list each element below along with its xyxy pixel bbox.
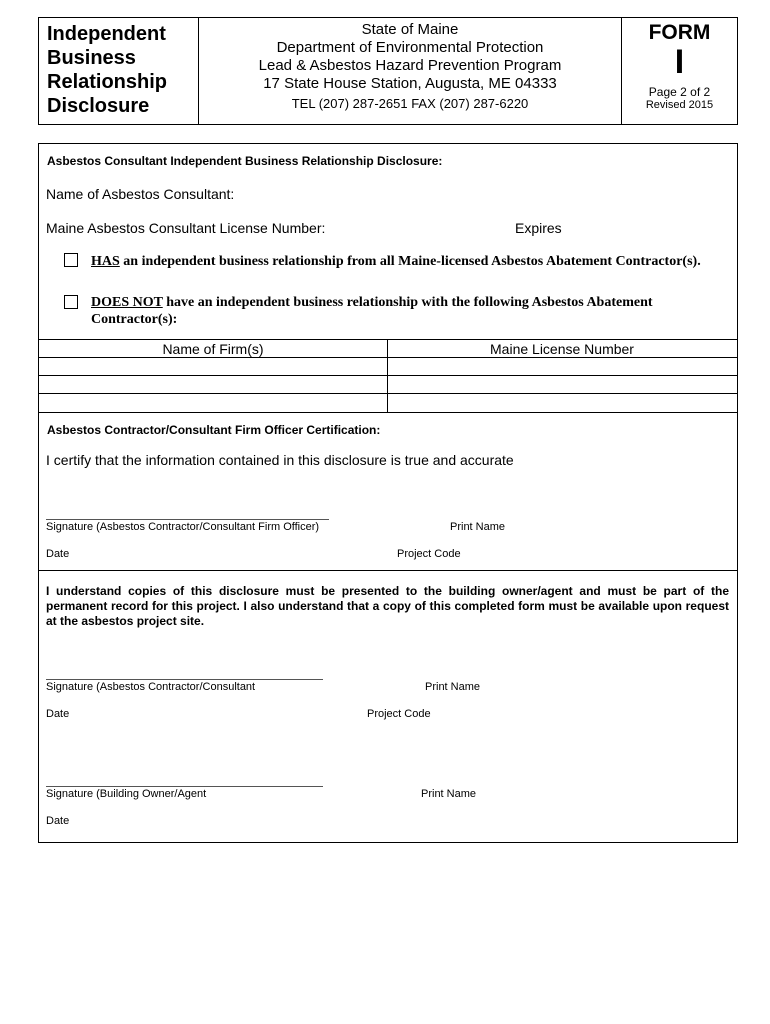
- owner-date-label: Date: [46, 815, 70, 827]
- owner-signature-label: Signature (Building Owner/Agent: [46, 788, 207, 800]
- firm-name-cell[interactable]: [39, 376, 387, 393]
- form-title-line: Relationship: [47, 71, 168, 93]
- does-not-keyword: DOES NOT: [91, 295, 163, 310]
- certification-statement: I certify that the information contained in this disclosure is true and accurate: [46, 452, 514, 468]
- column-header-firm-name: Name of Firm(s): [162, 341, 264, 357]
- revision-date: Revised 2015: [645, 99, 714, 111]
- has-relationship-checkbox[interactable]: [64, 253, 78, 267]
- consultant-print-name-label: Print Name: [425, 681, 481, 693]
- does-not-relationship-text-cont: Contractor(s):: [91, 312, 178, 327]
- table-bottom-rule: [39, 412, 737, 413]
- column-header-license-number: Maine License Number: [490, 341, 634, 357]
- does-not-relationship-text: have an independent business relationship with the following Asbestos Abatement: [162, 295, 653, 310]
- consultant-name-label: Name of Asbestos Consultant:: [46, 186, 235, 202]
- section-divider: [39, 570, 737, 571]
- officer-signature-line[interactable]: [46, 519, 329, 520]
- form-label: FORM: [648, 21, 711, 44]
- form-title-block: [39, 18, 199, 124]
- consultant-date-label: Date: [46, 708, 70, 720]
- license-number-label: Maine Asbestos Consultant License Number:: [46, 220, 326, 236]
- license-number-cell[interactable]: [388, 394, 737, 412]
- license-number-cell[interactable]: [388, 376, 737, 393]
- does-not-relationship-option: [91, 295, 653, 311]
- agency-state: State of Maine: [361, 21, 459, 38]
- form-title-line: Business: [47, 47, 136, 69]
- certification-heading: Asbestos Contractor/Consultant Firm Officer Certification:: [47, 423, 381, 437]
- agency-block: [199, 18, 621, 112]
- firm-name-cell[interactable]: [39, 358, 387, 375]
- form-id-block: [621, 18, 737, 124]
- officer-print-name-label: Print Name: [450, 521, 506, 533]
- page-number: Page 2 of 2: [648, 85, 711, 99]
- table-top-rule: [39, 339, 737, 340]
- form-letter: I: [674, 43, 685, 81]
- form-title-line: Independent: [47, 23, 166, 45]
- has-relationship-text: an independent business relationship from all Maine-licensed Asbestos Abatement Contractor(s).: [119, 254, 701, 269]
- disclosure-form: [38, 143, 738, 843]
- consultant-signature-label: Signature (Asbestos Contractor/Consultant: [46, 681, 256, 693]
- officer-signature-label: Signature (Asbestos Contractor/Consultant Firm Officer): [46, 521, 320, 533]
- agency-program: Lead & Asbestos Hazard Prevention Program: [258, 57, 562, 74]
- does-not-relationship-checkbox[interactable]: [64, 295, 78, 309]
- agency-address: 17 State House Station, Augusta, ME 04333: [263, 75, 557, 92]
- consultant-project-code-label: Project Code: [367, 708, 431, 720]
- has-relationship-option: [91, 254, 701, 270]
- license-number-cell[interactable]: [388, 358, 737, 375]
- has-keyword: HAS: [91, 254, 120, 269]
- agency-phone-fax: TEL (207) 287-2651 FAX (207) 287-6220: [291, 96, 529, 111]
- disclosure-heading: Asbestos Consultant Independent Business Relationship Disclosure:: [47, 154, 443, 168]
- form-title-line: Disclosure: [47, 95, 150, 117]
- form-header: [38, 17, 738, 125]
- consultant-signature-line[interactable]: [46, 679, 323, 680]
- officer-date-label: Date: [46, 548, 70, 560]
- owner-print-name-label: Print Name: [421, 788, 477, 800]
- agency-department: Department of Environmental Protection: [276, 39, 544, 56]
- owner-signature-line[interactable]: [46, 786, 323, 787]
- acknowledgement-statement: I understand copies of this disclosure must be presented to the building owner/agent and must be part of the permanent record for this project. I also understand that a copy of this completed form must be available upon request at the asbestos project site.: [46, 584, 729, 628]
- firm-name-cell[interactable]: [39, 394, 387, 412]
- expires-label: Expires: [515, 220, 562, 236]
- officer-project-code-label: Project Code: [397, 548, 461, 560]
